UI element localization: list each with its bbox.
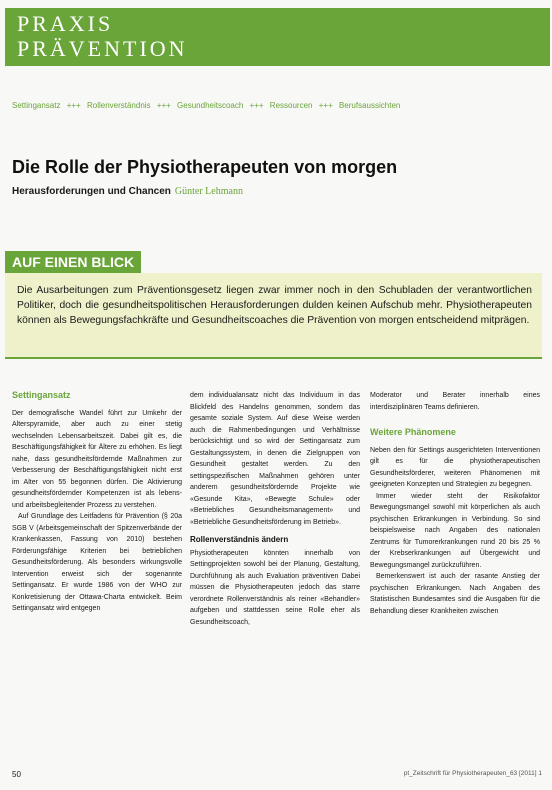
paragraph: Moderator und Berater innerhalb eines interdisziplinären Teams definieren. <box>370 392 540 411</box>
nav-item-ressourcen[interactable]: Ressourcen <box>269 101 313 110</box>
paragraph: Immer wieder steht der Risikofaktor Bewegungsmangel sowohl mit körperlichen als auch psychischen Erkrankungen in Verbindung. So sind beispielsweise nach Angaben des nationalen Zentrums für Tumorerkrankungen rund 20 bis 25 % der Krebserkrankungen auf Übergewicht und Bewegungsmangel zurückzuführen. <box>370 492 540 569</box>
nav-item-berufsaussichten[interactable]: Berufsaussichten <box>338 101 401 110</box>
page-number: 50 <box>12 770 21 779</box>
section-banner <box>5 8 550 66</box>
heading-rollenverstaendnis: Rollenverständnis ändern <box>190 535 289 544</box>
banner-line-praxis: PRAXIS <box>17 11 114 36</box>
paragraph: Auf Grundlage des Leitfadens für Prävention (§ 20a SGB V (Arbeitsgemeinschaft der Spitzenverbände der Krankenkassen, Fassung von 2010) bestehen Förderungsfähige Kriterien bei betrieblichen Gesundheitsförderung. Als besonders wirkungsvolle Intervention erweist sich der sogenannte Settingansatz. Er wurde 1986 von der WHO zur Konkretisierung der Ottawa-Charta entwickelt. Beim Settingansatz wird entgegen <box>12 513 182 612</box>
nav-separator: +++ <box>318 101 333 110</box>
heading-weitere-phaenomene: Weitere Phänomene <box>370 427 456 437</box>
banner-line-praevention: PRÄVENTION <box>17 36 188 61</box>
column-1 <box>12 390 182 615</box>
paragraph: Der demografische Wandel führt zur Umkehr der Alterspyramide, aber auch zu einer stetig wechselnden Lebensarbeitszeit. Dabei gilt es, die Beschäftigungsfähigkeit für Ältere zu erhöhen. Es liegt nahe, dass gesundheitsfördernde Maßnahmen zur Verbesserung der Beschäftigungsfähigkeit nicht erst im Alter von 55 begonnen dürfen. Die Aktivierung gesundheitsfördernder Kompetenzen ist als lebens- und arbeitsbegleitender Prozess zu verstehen. <box>12 409 182 509</box>
nav-separator: +++ <box>249 101 264 110</box>
subtitle-text: Herausforderungen und Chancen <box>12 186 171 197</box>
paragraph: Bemerkenswert ist auch der rasante Anstieg der psychischen Erkrankungen. Nach Angaben des Statistischen Bundesamtes sind die Ausgaben für die Behandlung dieser Krankheiten zwischen <box>370 573 540 615</box>
summary-box <box>5 273 542 359</box>
paragraph: Neben den für Settings ausgerichteten Interventionen gilt es für die physiotherapeutischen Gesundheitsförderer, weiteren Phänomenen mit geeigneten Konzepten und Strategien zu begegnen. <box>370 446 540 488</box>
paragraph: dem individualansatz nicht das Individuum in das Blickfeld des Handelns genommen, sondern das gesamte soziale System. Auf diese Weise werden auch die Rahmenbedingungen und Verhältnisse berücksichtigt und so wird der Settingansatz zum Gestaltungssystem, in denen die Zielgruppen von Gesundheit gestaltet werden. Zu den settingspezifischen Maßnahmen gehören unter anderem gesundheitsfördernde Projekte wie «Gesunde Kita», «Bewegte Schule» oder «Betriebliches Gesundheitsmanagement» und «Betriebliche Gesundheitsförderung im Betrieb». <box>190 392 360 526</box>
nav-separator: +++ <box>156 101 171 110</box>
nav-separator: +++ <box>66 101 81 110</box>
heading-settingansatz: Settingansatz <box>12 390 71 400</box>
nav-item-rollenverstaendnis[interactable]: Rollenverständnis <box>86 101 151 110</box>
article-title: Die Rolle der Physiotherapeuten von morgen <box>12 157 398 177</box>
paragraph: Physiotherapeuten könnten innerhalb von Settingprojekten sowohl bei der Planung, Gestaltung, Durchführung als auch Evaluation präventiven Dabei müssen die Physiotherapeuten jedoch das starre verordnete Rollenverständnis als reiner «Behandler» aufgeben und stattdessen seine Rolle eher als Gesundheitscoach, <box>190 549 360 626</box>
summary-box-tab: AUF EINEN BLICK <box>5 251 141 273</box>
nav-item-settingansatz[interactable]: Settingansatz <box>12 101 61 110</box>
author-name: Günter Lehmann <box>174 186 243 197</box>
nav-item-gesundheitscoach[interactable]: Gesundheitscoach <box>177 101 244 110</box>
column-2 <box>190 390 360 628</box>
column-3 <box>370 390 540 617</box>
summary-text: Die Ausarbeitungen zum Präventionsgesetz liegen zwar immer noch in den Schubladen der verantwortlichen Politiker, doch die gesundheitspolitischen Herausforderungen dulden keinen Aufschub mehr. Physiotherapeuten können als Bewegungsfachkräfte und Gesundheitscoaches die Prävention von morgen entscheidend mitprägen. <box>17 285 532 326</box>
journal-footer: pt_Zeitschrift für Physiotherapeuten_63 [2011] 1 <box>403 770 542 777</box>
topic-nav <box>12 101 542 110</box>
article-subtitle <box>12 186 243 197</box>
